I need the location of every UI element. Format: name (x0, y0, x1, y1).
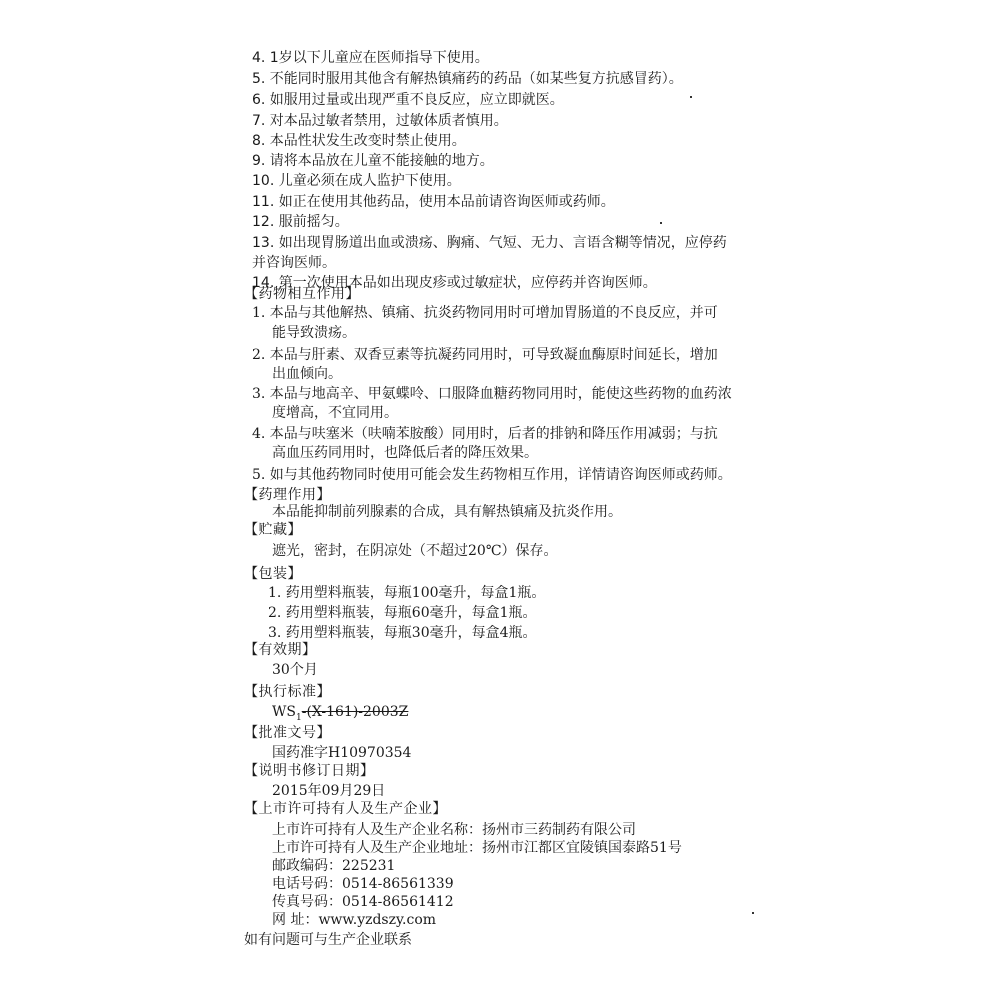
holder-fax: 传真号码：0514-86561412 (272, 894, 454, 910)
pharmacology-text: 本品能抑制前列腺素的合成，具有解热镇痛及抗炎作用。 (272, 504, 622, 520)
holder-phone: 电话号码：0514-86561339 (272, 876, 454, 892)
pharmacology-heading: 【药理作用】 (244, 487, 331, 503)
precaution-item-6: 6. 如服用过量或出现严重不良反应，应立即就医。 (252, 92, 564, 108)
standard-struck-code: -(X-161)-2003Z (301, 704, 409, 720)
interactions-heading: 【药物相互作用】 (244, 286, 360, 302)
packaging-item: 2. 药用塑料瓶装，每瓶60毫升，每盒1瓶。 (268, 605, 537, 621)
packaging-heading: 【包装】 (244, 566, 302, 582)
precaution-item-7: 7. 对本品过敏者禁用，过敏体质者慎用。 (252, 113, 508, 129)
precaution-item-12: 12. 服前摇匀。 (252, 214, 349, 230)
holder-heading: 【上市许可持有人及生产企业】 (244, 801, 447, 817)
precaution-item-14: 14. 第一次使用本品如出现皮疹或过敏症状，应停药并咨询医师。 (252, 275, 657, 291)
storage-heading: 【贮藏】 (244, 522, 302, 538)
standard-heading: 【执行标准】 (244, 684, 331, 700)
holder-name: 上市许可持有人及生产企业名称：扬州市三药制药有限公司 (272, 822, 636, 838)
precaution-item-4: 4. 1岁以下儿童应在医师指导下使用。 (252, 50, 489, 66)
standard-subscript: 1 (295, 712, 302, 723)
footer-contact-note: 如有问题可与生产企业联系 (244, 932, 412, 948)
interaction-item: 4. 本品与呋塞米（呋喃苯胺酸）同用时，后者的排钠和降压作用减弱；与抗 (252, 426, 718, 442)
interaction-item-cont: 出血倾向。 (272, 366, 342, 382)
validity-text: 30个月 (272, 662, 318, 678)
precaution-item-13-cont: 并咨询医师。 (252, 255, 336, 271)
interaction-item: 3. 本品与地高辛、甲氨蝶呤、口服降血糖药物同用时，能使这些药物的血药浓 (252, 386, 732, 402)
interaction-item: 5. 如与其他药物同时使用可能会发生药物相互作用，详情请咨询医师或药师。 (252, 467, 732, 483)
interaction-item: 2. 本品与肝素、双香豆素等抗凝药同用时，可导致凝血酶原时间延长，增加 (252, 347, 718, 363)
standard-prefix: WS (272, 704, 296, 720)
precaution-item-11: 11. 如正在使用其他药品，使用本品前请咨询医师或药师。 (252, 194, 615, 210)
precaution-item-13: 13. 如出现胃肠道出血或溃疡、胸痛、气短、无力、言语含糊等情况，应停药 (252, 235, 727, 251)
scan-speck (660, 222, 662, 224)
interaction-item-cont: 高血压药同用时，也降低后者的降压效果。 (272, 445, 538, 461)
scan-speck (690, 96, 692, 98)
precaution-item-9: 9. 请将本品放在儿童不能接触的地方。 (252, 153, 494, 169)
holder-website: 网 址：www.yzdszy.com (272, 912, 437, 928)
interaction-item-cont: 度增高，不宜同用。 (272, 405, 398, 421)
revision-date: 2015年09月29日 (272, 783, 386, 799)
precaution-item-5: 5. 不能同时服用其他含有解热镇痛药的药品（如某些复方抗感冒药）。 (252, 71, 683, 87)
validity-heading: 【有效期】 (244, 642, 317, 658)
precaution-item-10: 10. 儿童必须在成人监护下使用。 (252, 173, 461, 189)
revision-heading: 【说明书修订日期】 (244, 763, 375, 779)
holder-postcode: 邮政编码：225231 (272, 858, 396, 874)
storage-text: 遮光，密封，在阴凉处（不超过20℃）保存。 (272, 543, 558, 559)
packaging-item: 3. 药用塑料瓶装，每瓶30毫升，每盒4瓶。 (268, 625, 537, 641)
packaging-item: 1. 药用塑料瓶装，每瓶100毫升，每盒1瓶。 (268, 585, 546, 601)
scan-speck (752, 912, 754, 914)
interaction-item: 1. 本品与其他解热、镇痛、抗炎药物同用时可增加胃肠道的不良反应，并可 (252, 305, 718, 321)
precaution-item-8: 8. 本品性状发生改变时禁止使用。 (252, 133, 466, 149)
holder-address: 上市许可持有人及生产企业地址：扬州市江都区宜陵镇国泰路51号 (272, 840, 682, 856)
approval-heading: 【批准文号】 (244, 725, 331, 741)
approval-number: 国药准字H10970354 (272, 745, 412, 761)
interaction-item-cont: 能导致溃疡。 (272, 325, 356, 341)
